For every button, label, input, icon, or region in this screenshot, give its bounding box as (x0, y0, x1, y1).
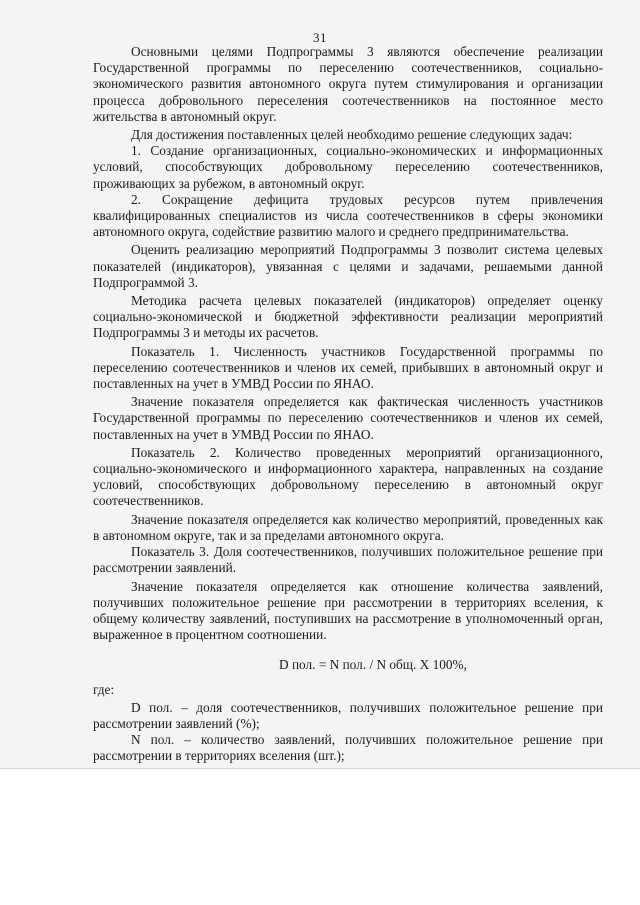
formula-definition: N пол. – количество заявлений, получивших положительное решение при рассмотрении в территориях вселения (шт.); (93, 732, 603, 764)
page-number: 31 (313, 30, 327, 45)
document-body (93, 44, 603, 765)
paragraph: Методика расчета целевых показателей (индикаторов) определяет оценку социально-экономической и бюджетной эффективности реализации мероприятий Подпрограммы 3 и методы их расчетов. (93, 293, 603, 341)
paragraph: Оценить реализацию мероприятий Подпрограммы 3 позволит система целевых показателей (индикаторов), увязанная с целями и задачами, решаемыми данной Подпрограммой 3. (93, 242, 603, 290)
paragraph: Значение показателя определяется как отношение количества заявлений, получивших положительное решение при рассмотрении в территориях вселения, к общему количеству заявлений, поступивших на рассмотрение в уполномоченный орган, выраженное в процентном соотношении. (93, 578, 603, 643)
paragraph: Основными целями Подпрограммы 3 являются обеспечение реализации Государственной программы по переселению соотечественников, социально-экономического развития автономного округа путем стимулирования и организации процесса добровольного переселения соотечественников на постоянное место жительства в автономный округ. (93, 44, 603, 124)
list-item: 2. Сокращение дефицита трудовых ресурсов путем привлечения квалифицированных специалистов из числа соотечественников в сферы экономики автономного округа, содействие развитию малого и среднего предпринимательства. (93, 191, 603, 240)
paragraph: Значение показателя определяется как фактическая численность участников Государственной программы по переселению соотечественников и членов их семей, поставленных на учет в УМВД России по ЯНАО. (93, 394, 603, 442)
formula: D пол. = N пол. / N общ. Х 100%, (279, 657, 467, 673)
list-item: 1. Создание организационных, социально-экономических и информационных условий, способствующих добровольному переселению соотечественников, проживающих за рубежом, в автономный округ. (93, 143, 603, 191)
indicator-2: Показатель 2. Количество проведенных мероприятий организационного, социально-экономического и информационного характера, направленных на создание условий, способствующих добровольному переселению в автономный округ соотечественников. (93, 444, 603, 509)
paragraph: Для достижения поставленных целей необходимо решение следующих задач: (131, 127, 573, 143)
formula-where: где: (93, 681, 115, 697)
paragraph: Значение показателя определяется как количество мероприятий, проведенных как в автономном округе, так и за пределами автономного округа. (93, 511, 603, 543)
indicator-1: Показатель 1. Численность участников Государственной программы по переселению соотечественников и членов их семей, прибывших в автономный округ и поставленных на учет в УМВД России по ЯНАО. (93, 343, 603, 392)
indicator-3: Показатель 3. Доля соотечественников, получивших положительное решение при рассмотрении заявлений. (93, 544, 603, 576)
formula-definition: D пол. – доля соотечественников, получивших положительное решение при рассмотрении заявлений (%); (93, 699, 603, 731)
